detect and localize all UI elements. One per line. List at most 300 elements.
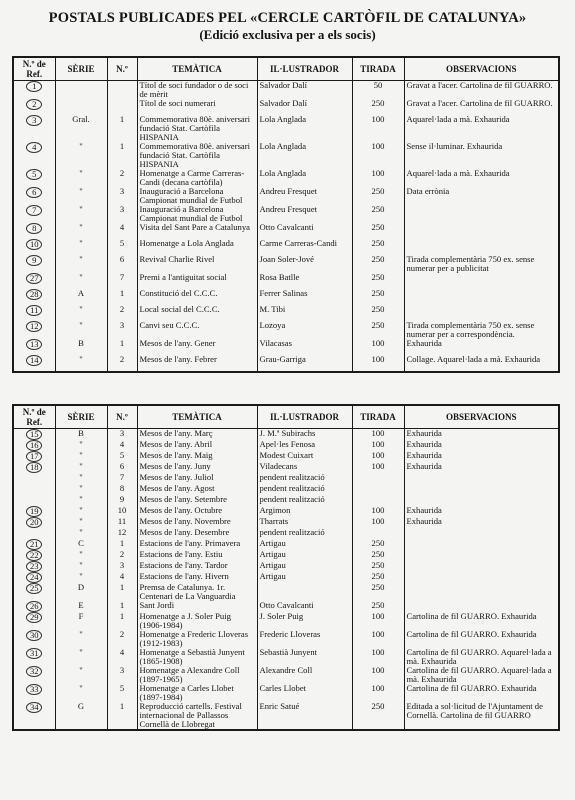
observacions-cell: Gravat a l'acer. Cartolina de fil GUARRO. [404, 81, 559, 100]
observacions-cell: Exhaurida [404, 429, 559, 441]
tematica-cell: Mesos de l'any. Agost [137, 484, 257, 495]
observacions-cell: Aquarel·lada a mà. Exhaurida [404, 115, 559, 142]
illustrador-cell: Modest Cuixart [257, 451, 352, 462]
number-cell: 1 [107, 702, 137, 730]
table-row [13, 702, 559, 730]
serie-cell: " [55, 473, 107, 484]
tirada-cell: 250 [352, 223, 404, 239]
number-cell: 11 [107, 517, 137, 528]
table-body-2 [13, 429, 559, 731]
illustrador-cell: Carme Carreras-Candi [257, 239, 352, 255]
number-cell: 4 [107, 648, 137, 666]
tirada-cell: 250 [352, 239, 404, 255]
tirada-cell [352, 528, 404, 539]
ref-number: 23 [26, 561, 42, 572]
illustrador-cell: Otto Cavalcanti [257, 601, 352, 612]
ref-number: 14 [26, 355, 42, 366]
observacions-cell [404, 601, 559, 612]
table-row [13, 451, 559, 462]
table-row [13, 473, 559, 484]
col-serie: SÈRIE [55, 405, 107, 429]
col-serie: SÈRIE [55, 57, 107, 81]
ref-cell [13, 255, 55, 273]
tematica-cell: Canvi seu C.C.C. [137, 321, 257, 339]
col-observacions: OBSERVACIONS [404, 57, 559, 81]
serie-cell: C [55, 539, 107, 550]
illustrador-cell: Otto Cavalcanti [257, 223, 352, 239]
ref-cell [13, 684, 55, 702]
ref-cell [13, 528, 55, 539]
table-row [13, 612, 559, 630]
ref-cell [13, 81, 55, 100]
tirada-cell: 100 [352, 142, 404, 169]
observacions-cell: Editada a sol·licitud de l'Ajuntament de Cornellà. Cartolina de fil GUARRO [404, 702, 559, 730]
tematica-cell: Reproducció cartells. Festival internacional de Pallassos Cornellà de Llobregat [137, 702, 257, 730]
illustrador-cell: M. Tibi [257, 305, 352, 321]
ref-number: 21 [26, 539, 42, 550]
serie-cell: " [55, 630, 107, 648]
tematica-cell: Mesos de l'any. Abril [137, 440, 257, 451]
tematica-cell: Inauguració a Barcelona Campionat mundial de Futbol [137, 205, 257, 223]
table-row [13, 273, 559, 289]
number-cell: 2 [107, 305, 137, 321]
ref-cell [13, 506, 55, 517]
serie-cell [55, 99, 107, 115]
serie-cell: " [55, 684, 107, 702]
observacions-cell [404, 539, 559, 550]
illustrador-cell: pendent realització [257, 528, 352, 539]
serie-cell: " [55, 484, 107, 495]
ref-cell [13, 666, 55, 684]
number-cell: 5 [107, 239, 137, 255]
postcards-table-1 [12, 56, 560, 373]
tirada-cell: 250 [352, 561, 404, 572]
tirada-cell: 250 [352, 289, 404, 305]
tirada-cell: 250 [352, 539, 404, 550]
ref-number: 18 [26, 462, 42, 473]
tematica-cell: Premsa de Catalunya. 1r. Centenari de La Vanguardia [137, 583, 257, 601]
page-subtitle: (Edició exclusiva per a els socis) [199, 27, 376, 42]
tirada-cell: 250 [352, 321, 404, 339]
observacions-cell [404, 583, 559, 601]
ref-cell [13, 484, 55, 495]
ref-number: 25 [26, 583, 42, 594]
ref-cell [13, 517, 55, 528]
number-cell: 1 [107, 601, 137, 612]
tematica-cell: Estacions de l'any. Hivern [137, 572, 257, 583]
tematica-cell: Mesos de l'any. Octubre [137, 506, 257, 517]
table-row [13, 684, 559, 702]
tirada-cell: 100 [352, 684, 404, 702]
table-row [13, 550, 559, 561]
serie-cell: " [55, 666, 107, 684]
tematica-cell: Mesos de l'any. Juliol [137, 473, 257, 484]
col-ref: N.º de Ref. [13, 57, 55, 81]
ref-number: 32 [26, 666, 42, 677]
tematica-cell: Premi a l'antiguitat social [137, 273, 257, 289]
illustrador-cell: Joan Soler-Jové [257, 255, 352, 273]
observacions-cell: Exhaurida [404, 339, 559, 355]
ref-cell [13, 99, 55, 115]
table-row [13, 484, 559, 495]
table-row [13, 517, 559, 528]
serie-cell: " [55, 451, 107, 462]
serie-cell: " [55, 506, 107, 517]
observacions-cell [404, 239, 559, 255]
serie-cell [55, 81, 107, 100]
tirada-cell: 100 [352, 630, 404, 648]
table-row [13, 440, 559, 451]
tematica-cell: Commemorativa 80è. aniversari fundació Stat. Cartòfila HISPANIA [137, 115, 257, 142]
ref-cell [13, 583, 55, 601]
illustrador-cell: Salvador Dalí [257, 99, 352, 115]
observacions-cell: Cartolina de fil GUARRO. Exhaurida [404, 630, 559, 648]
serie-cell: " [55, 462, 107, 473]
observacions-cell: Exhaurida [404, 462, 559, 473]
ref-number: 17 [26, 451, 42, 462]
ref-number: 24 [26, 572, 42, 583]
illustrador-cell: Lola Anglada [257, 169, 352, 187]
tirada-cell: 250 [352, 273, 404, 289]
illustrador-cell: Artigau [257, 550, 352, 561]
illustrador-cell: Enric Satué [257, 702, 352, 730]
table-row [13, 648, 559, 666]
ref-cell [13, 440, 55, 451]
number-cell: 7 [107, 473, 137, 484]
tirada-cell: 100 [352, 666, 404, 684]
observacions-cell: Collage. Aquarel·lada a mà. Exhaurida [404, 355, 559, 372]
ref-number: 1 [26, 81, 42, 92]
tematica-cell: Mesos de l'any. Maig [137, 451, 257, 462]
ref-cell [13, 239, 55, 255]
observacions-cell: Data errònia [404, 187, 559, 205]
ref-cell [13, 305, 55, 321]
illustrador-cell: Lozoya [257, 321, 352, 339]
ref-number: 5 [26, 169, 42, 180]
observacions-cell: Cartolina de fil GUARRO. Exhaurida [404, 612, 559, 630]
number-cell: 2 [107, 169, 137, 187]
ref-number: 29 [26, 612, 42, 623]
tirada-cell: 250 [352, 702, 404, 730]
serie-cell: F [55, 612, 107, 630]
table-row [13, 142, 559, 169]
number-cell: 7 [107, 273, 137, 289]
illustrador-cell: Tharrats [257, 517, 352, 528]
tematica-cell: Constitució del C.C.C. [137, 289, 257, 305]
illustrador-cell: pendent realització [257, 495, 352, 506]
illustrador-cell: Artigau [257, 539, 352, 550]
number-cell: 6 [107, 462, 137, 473]
serie-cell: " [55, 440, 107, 451]
number-cell [107, 99, 137, 115]
tematica-cell: Mesos de l'any. Setembre [137, 495, 257, 506]
tirada-cell: 100 [352, 451, 404, 462]
ref-number: 33 [26, 684, 42, 695]
ref-cell [13, 187, 55, 205]
tirada-cell: 250 [352, 572, 404, 583]
tematica-cell: Mesos de l'any. Desembre [137, 528, 257, 539]
observacions-cell [404, 305, 559, 321]
table-row [13, 583, 559, 601]
tematica-cell: Homenatge a Sebastià Junyent (1865-1908) [137, 648, 257, 666]
illustrador-cell: Alexandre Coll [257, 666, 352, 684]
tematica-cell: Mesos de l'any. Febrer [137, 355, 257, 372]
number-cell: 1 [107, 339, 137, 355]
serie-cell: " [55, 273, 107, 289]
ref-cell [13, 473, 55, 484]
serie-cell: " [55, 239, 107, 255]
number-cell: 12 [107, 528, 137, 539]
serie-cell: B [55, 429, 107, 441]
serie-cell: " [55, 648, 107, 666]
tematica-cell: Mesos de l'any. Juny [137, 462, 257, 473]
observacions-cell [404, 273, 559, 289]
number-cell: 9 [107, 495, 137, 506]
ref-number: 2 [26, 99, 42, 110]
illustrador-cell: Apel·les Fenosa [257, 440, 352, 451]
tematica-cell: Local social del C.C.C. [137, 305, 257, 321]
tirada-cell: 250 [352, 550, 404, 561]
table-row [13, 462, 559, 473]
col-ref: N.º de Ref. [13, 405, 55, 429]
serie-cell: D [55, 583, 107, 601]
tematica-cell: Inauguració a Barcelona Campionat mundial de Futbol [137, 187, 257, 205]
tirada-cell [352, 495, 404, 506]
table-row [13, 355, 559, 372]
ref-cell [13, 429, 55, 441]
ref-number: 6 [26, 187, 42, 198]
tematica-cell: Visita del Sant Pare a Catalunya [137, 223, 257, 239]
number-cell: 4 [107, 440, 137, 451]
serie-cell: " [55, 255, 107, 273]
observacions-cell [404, 289, 559, 305]
tirada-cell: 100 [352, 440, 404, 451]
number-cell: 5 [107, 684, 137, 702]
number-cell: 1 [107, 142, 137, 169]
ref-cell [13, 495, 55, 506]
serie-cell: " [55, 305, 107, 321]
ref-number: 28 [26, 289, 42, 300]
table-row [13, 506, 559, 517]
ref-number: 4 [26, 142, 42, 153]
tirada-cell: 250 [352, 187, 404, 205]
observacions-cell [404, 550, 559, 561]
ref-number: 15 [26, 429, 42, 440]
tematica-cell: Títol de soci fundador o de soci de mèrit [137, 81, 257, 100]
ref-cell [13, 289, 55, 305]
table-row [13, 572, 559, 583]
number-cell: 2 [107, 355, 137, 372]
number-cell: 8 [107, 484, 137, 495]
col-tirada: TIRADA [352, 57, 404, 81]
serie-cell: " [55, 187, 107, 205]
tirada-cell: 250 [352, 99, 404, 115]
serie-cell: A [55, 289, 107, 305]
ref-number: 20 [26, 517, 42, 528]
number-cell: 3 [107, 187, 137, 205]
col-tematica: TEMÀTICA [137, 405, 257, 429]
ref-number: 3 [26, 115, 42, 126]
observacions-cell: Cartolina de fil GUARRO. Aquarel·lada a mà. Exhaurida [404, 648, 559, 666]
observacions-cell: Exhaurida [404, 451, 559, 462]
tirada-cell: 250 [352, 305, 404, 321]
table-row [13, 601, 559, 612]
col-illustrador: IL·LUSTRADOR [257, 405, 352, 429]
illustrador-cell: Artigau [257, 572, 352, 583]
number-cell: 1 [107, 583, 137, 601]
table-row [13, 528, 559, 539]
ref-cell [13, 115, 55, 142]
ref-cell [13, 462, 55, 473]
serie-cell: " [55, 142, 107, 169]
table-row [13, 115, 559, 142]
table-row [13, 223, 559, 239]
serie-cell: E [55, 601, 107, 612]
illustrador-cell: Ferrer Salinas [257, 289, 352, 305]
table-row [13, 339, 559, 355]
observacions-cell: Tirada complementària 750 ex. sense numerar per a correspondència. [404, 321, 559, 339]
illustrador-cell: Lola Anglada [257, 142, 352, 169]
table-row [13, 666, 559, 684]
col-illustrador: IL·LUSTRADOR [257, 57, 352, 81]
ref-number: 16 [26, 440, 42, 451]
number-cell: 2 [107, 630, 137, 648]
illustrador-cell: Artigau [257, 561, 352, 572]
ref-cell [13, 273, 55, 289]
illustrador-cell: pendent realització [257, 484, 352, 495]
table-row [13, 305, 559, 321]
serie-cell: " [55, 550, 107, 561]
ref-cell [13, 142, 55, 169]
serie-cell: " [55, 355, 107, 372]
table-row [13, 321, 559, 339]
table-header [13, 405, 559, 429]
ref-number: 12 [26, 321, 42, 332]
observacions-cell: Exhaurida [404, 506, 559, 517]
table-row [13, 205, 559, 223]
tirada-cell: 100 [352, 355, 404, 372]
tematica-cell: Commemorativa 80è. aniversari fundació Stat. Cartòfila HISPANIA [137, 142, 257, 169]
observacions-cell [404, 223, 559, 239]
table-body-1 [13, 81, 559, 373]
ref-cell [13, 355, 55, 372]
number-cell: 4 [107, 572, 137, 583]
ref-number: 34 [26, 702, 42, 713]
observacions-cell: Aquarel·lada a mà. Exhaurida [404, 169, 559, 187]
number-cell: 3 [107, 666, 137, 684]
tematica-cell: Homenatge a Alexandre Coll (1897-1965) [137, 666, 257, 684]
tirada-cell: 100 [352, 169, 404, 187]
serie-cell: " [55, 205, 107, 223]
tirada-cell: 250 [352, 601, 404, 612]
ref-number: 10 [26, 239, 42, 250]
ref-cell [13, 550, 55, 561]
tematica-cell: Estacions de l'any. Estiu [137, 550, 257, 561]
observacions-cell [404, 473, 559, 484]
number-cell: 1 [107, 289, 137, 305]
ref-cell [13, 702, 55, 730]
serie-cell: G [55, 702, 107, 730]
col-tirada: TIRADA [352, 405, 404, 429]
tematica-cell: Revival Charlie Rivel [137, 255, 257, 273]
ref-cell [13, 205, 55, 223]
observacions-cell: Exhaurida [404, 517, 559, 528]
ref-cell [13, 630, 55, 648]
ref-number: 13 [26, 339, 42, 350]
col-tematica: TEMÀTICA [137, 57, 257, 81]
tematica-cell: Homenatge a Frederic Lloveras (1912-1983) [137, 630, 257, 648]
tematica-cell: Títol de soci numerari [137, 99, 257, 115]
ref-cell [13, 648, 55, 666]
tematica-cell: Mesos de l'any. Març [137, 429, 257, 441]
tirada-cell: 250 [352, 583, 404, 601]
table-row [13, 539, 559, 550]
ref-number: 11 [26, 305, 42, 316]
illustrador-cell: pendent realització [257, 473, 352, 484]
ref-cell [13, 451, 55, 462]
col-observacions: OBSERVACIONS [404, 405, 559, 429]
table-row [13, 495, 559, 506]
observacions-cell [404, 205, 559, 223]
serie-cell: " [55, 321, 107, 339]
tematica-cell: Homenatge a Carme Carreras-Candi (decana cartòfila) [137, 169, 257, 187]
illustrador-cell: Andreu Fresquet [257, 205, 352, 223]
observacions-cell: Cartolina de fil GUARRO. Exhaurida [404, 684, 559, 702]
serie-cell: " [55, 495, 107, 506]
tematica-cell: Mesos de l'any. Gener [137, 339, 257, 355]
col-n: N.º [107, 57, 137, 81]
number-cell: 6 [107, 255, 137, 273]
observacions-cell: Gravat a l'acer. Cartolina de fil GUARRO. [404, 99, 559, 115]
tematica-cell: Homenatge a Lola Anglada [137, 239, 257, 255]
illustrador-cell: Salvador Dalí [257, 81, 352, 100]
number-cell: 10 [107, 506, 137, 517]
observacions-cell [404, 528, 559, 539]
number-cell: 3 [107, 429, 137, 441]
number-cell: 4 [107, 223, 137, 239]
col-n: N.º [107, 405, 137, 429]
ref-number: 27 [26, 273, 42, 284]
ref-cell [13, 223, 55, 239]
table-header [13, 57, 559, 81]
ref-cell [13, 612, 55, 630]
serie-cell: Gral. [55, 115, 107, 142]
ref-number: 7 [26, 205, 42, 216]
table-row [13, 255, 559, 273]
illustrador-cell: Grau-Garriga [257, 355, 352, 372]
serie-cell: " [55, 561, 107, 572]
number-cell: 3 [107, 205, 137, 223]
tematica-cell: Sant Jordi [137, 601, 257, 612]
table-row [13, 289, 559, 305]
tirada-cell: 100 [352, 648, 404, 666]
tirada-cell: 100 [352, 612, 404, 630]
table-row [13, 169, 559, 187]
table-row [13, 187, 559, 205]
ref-number: 22 [26, 550, 42, 561]
tematica-cell: Mesos de l'any. Novembre [137, 517, 257, 528]
illustrador-cell: J. M.ª Subirachs [257, 429, 352, 441]
tirada-cell: 250 [352, 255, 404, 273]
tematica-cell: Estacions de l'any. Tardor [137, 561, 257, 572]
ref-cell [13, 561, 55, 572]
tirada-cell: 100 [352, 506, 404, 517]
number-cell: 1 [107, 539, 137, 550]
table-row [13, 561, 559, 572]
observacions-cell [404, 484, 559, 495]
tematica-cell: Estacions de l'any. Primavera [137, 539, 257, 550]
number-cell: 3 [107, 321, 137, 339]
